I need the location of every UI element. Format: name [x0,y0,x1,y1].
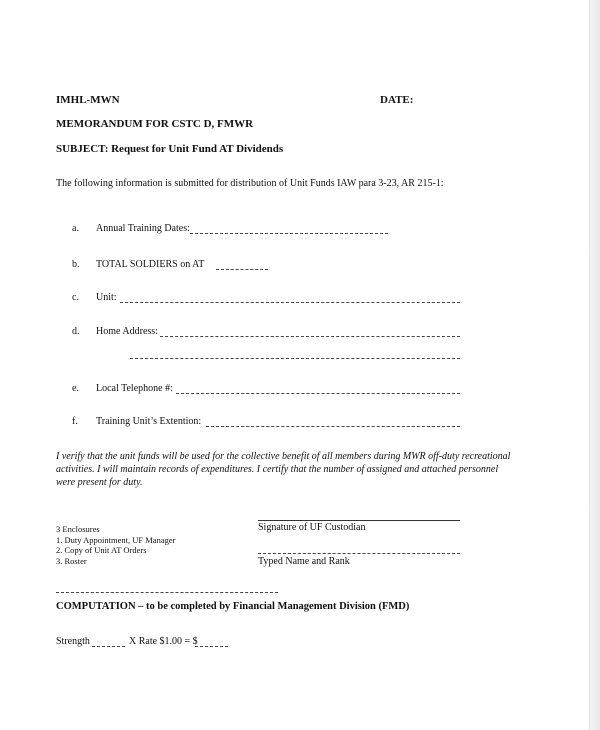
signature-label: Signature of UF Custodian [258,522,366,533]
typed-name-label: Typed Name and Rank [258,556,350,567]
home-address-field-2[interactable] [130,358,460,359]
home-address-field-1[interactable] [160,336,460,337]
item-c-label: Unit: [96,292,117,303]
verification-line-2: activities. I will maintain records of expenditures. I certify that the number of assigned and attached personnel [56,464,499,475]
extension-field[interactable] [206,426,460,427]
strength-label: Strength [56,636,90,647]
verification-line-1: I verify that the unit funds will be used for the collective benefit of all members during MWR off-duty recreational [56,451,511,462]
enclosures-title: 3 Enclosures [56,524,100,534]
memo-line: MEMORANDUM FOR CSTC D, FMWR [56,118,254,130]
subject-line: SUBJECT: Request for Unit Fund AT Dividends [56,143,284,155]
page-edge-shadow [589,0,600,730]
unit-field[interactable] [120,302,460,303]
enclosure-item: 2. Copy of Unit AT Orders [56,545,147,555]
item-d-label: Home Address: [96,326,158,337]
section-divider [56,592,278,593]
rate-text: X Rate $1.00 = $ [129,636,198,647]
item-e-label: Local Telephone #: [96,383,173,394]
item-f-label: Training Unit’s Extention: [96,416,202,427]
item-e-letter: e. [72,383,79,394]
org-code: IMHL-MWN [56,94,120,106]
typed-name-line[interactable] [258,553,460,554]
annual-training-dates-field[interactable] [190,233,388,234]
item-a-label: Annual Training Dates: [96,223,190,234]
item-a-letter: a. [72,223,79,234]
item-b-letter: b. [72,259,80,270]
intro-text: The following information is submitted for distribution of Unit Funds IAW para 3-23, AR 215-1: [56,178,444,189]
computation-heading: COMPUTATION – to be completed by Financial Management Division (FMD) [56,601,410,612]
total-amount-field[interactable] [195,646,228,647]
enclosure-item: 1. Duty Appointment, UF Manager [56,535,176,545]
item-b-label: TOTAL SOLDIERS on AT [96,259,205,270]
item-f-letter: f. [72,416,78,427]
strength-field[interactable] [92,646,125,647]
item-d-letter: d. [72,326,80,337]
verification-line-3: were present for duty. [56,477,143,488]
enclosure-item: 3. Roster [56,556,87,566]
signature-line[interactable] [258,520,460,521]
total-soldiers-field[interactable] [216,269,268,270]
date-label: DATE: [380,94,414,106]
telephone-field[interactable] [176,393,460,394]
item-c-letter: c. [72,292,79,303]
